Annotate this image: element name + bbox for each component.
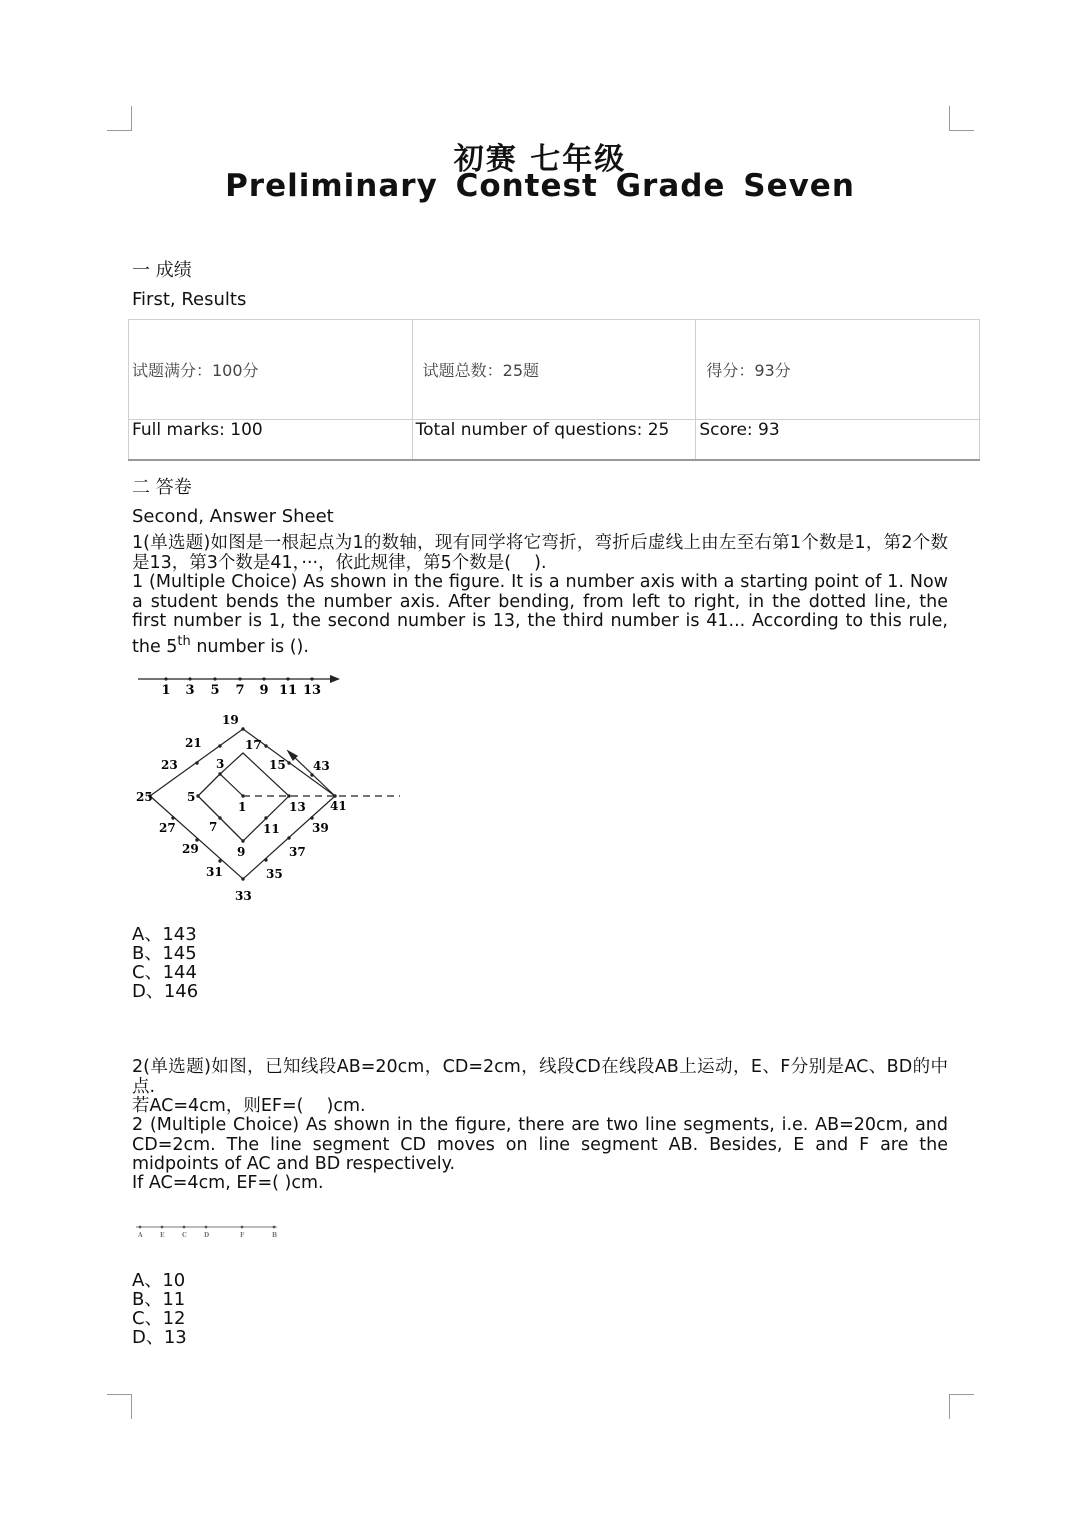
diagram-label: 1 <box>238 800 247 814</box>
segment-label: A <box>138 1232 143 1239</box>
diagram-label: 35 <box>266 867 283 881</box>
axis-label: 1 <box>161 683 171 698</box>
axis-label: 13 <box>302 683 322 698</box>
score-en: Score: 93 <box>696 420 980 461</box>
segment-label: B <box>272 1232 278 1239</box>
section1-heading-cn: 一 成绩 <box>132 260 192 281</box>
diagram-label: 33 <box>235 889 252 903</box>
page-title-cn: 初赛 七年级 <box>453 142 627 177</box>
q1-option-d[interactable]: D、146 <box>132 981 199 1002</box>
crop-mark-bottom-left <box>107 1394 132 1419</box>
full-marks-en: Full marks: 100 <box>129 420 413 461</box>
diagram-label: 43 <box>313 759 330 773</box>
segment-label: F <box>240 1232 245 1239</box>
diagram-label: 29 <box>182 842 199 856</box>
segment-label: D <box>204 1232 210 1239</box>
diagram-label: 41 <box>330 799 347 813</box>
q1-option-c[interactable]: C、144 <box>132 962 197 983</box>
diagram-label: 9 <box>237 845 246 859</box>
q1-number-axis <box>138 675 340 698</box>
page-title-en: Preliminary Contest Grade Seven <box>225 168 855 204</box>
crop-mark-bottom-right <box>949 1394 974 1419</box>
segment-label: C <box>182 1232 187 1239</box>
q1-figure <box>130 668 410 908</box>
diagram-label: 25 <box>136 790 153 804</box>
q2-condition-en: If AC=4cm, EF=( )cm. <box>132 1173 324 1193</box>
diagram-label: 31 <box>206 865 223 879</box>
section2-heading-cn: 二 答卷 <box>132 477 192 498</box>
q2-stem-cn: 2(单选题)如图，已知线段AB=20cm，CD=2cm，线段CD在线段AB上运动，E、F分别是AC、BD的中点. <box>132 1057 948 1097</box>
diagram-label: 15 <box>269 758 286 772</box>
q2-option-b[interactable]: B、11 <box>132 1289 186 1310</box>
segment-label: E <box>160 1232 165 1239</box>
total-questions-cn: 试题总数：25题 <box>412 320 696 420</box>
q1-option-a[interactable]: A、143 <box>132 924 197 945</box>
diagram-label: 11 <box>263 822 280 836</box>
section1-heading-en: First, Results <box>132 289 247 310</box>
diagram-label: 3 <box>216 757 225 771</box>
axis-label: 5 <box>210 683 220 698</box>
q1-option-b[interactable]: B、145 <box>132 943 197 964</box>
diagram-label: 5 <box>187 790 196 804</box>
axis-label: 11 <box>278 683 298 698</box>
q2-segment-figure <box>134 1222 282 1240</box>
section2-heading-en: Second, Answer Sheet <box>132 506 334 527</box>
axis-label: 7 <box>235 683 245 698</box>
q2-stem-en: 2 (Multiple Choice) As shown in the figure, there are two line segments, i.e. AB=20cm, and CD=2cm. The line segment CD moves on line segment AB. Besides, E and F are the midpoints of AC and BD respectively. <box>132 1115 948 1174</box>
diagram-label: 23 <box>161 758 178 772</box>
diagram-label: 13 <box>289 800 306 814</box>
full-marks-cn: 试题满分：100分 <box>129 320 413 420</box>
diagram-label: 17 <box>245 738 262 752</box>
q1-stem-en: 1 (Multiple Choice) As shown in the figure. It is a number axis with a starting point of 1. Now a student bends the number axis. After bending, from left to right, in the dotted line, the first number is 1, the second number is 13, the third number is 41... According to this rule, the 5th number is (). <box>132 572 948 657</box>
q1-bent-axis-diagram <box>150 729 400 879</box>
diagram-label: 39 <box>312 821 329 835</box>
results-row-cn <box>129 320 980 420</box>
results-table <box>128 319 980 461</box>
results-row-en <box>129 420 980 461</box>
diagram-label: 27 <box>159 821 176 835</box>
q2-option-a[interactable]: A、10 <box>132 1270 186 1291</box>
diagram-label: 37 <box>289 845 306 859</box>
crop-mark-top-left <box>107 106 132 131</box>
score-cn: 得分：93分 <box>696 320 980 420</box>
q2-option-d[interactable]: D、13 <box>132 1327 187 1348</box>
q2-option-c[interactable]: C、12 <box>132 1308 186 1329</box>
axis-label: 3 <box>185 683 195 698</box>
diagram-label: 19 <box>222 713 239 727</box>
total-questions-en: Total number of questions: 25 <box>412 420 696 461</box>
axis-label: 9 <box>259 683 269 698</box>
diagram-label: 7 <box>209 820 218 834</box>
q2-condition-cn: 若AC=4cm，则EF=( )cm. <box>132 1096 366 1116</box>
diagram-label: 21 <box>185 736 202 750</box>
crop-mark-top-right <box>949 106 974 131</box>
q1-stem-cn: 1(单选题)如图是一根起点为1的数轴，现有同学将它弯折，弯折后虚线上由左至右第1个数是1，第2个数是13，第3个数是41，···，依此规律，第5个数是( ). <box>132 533 948 573</box>
